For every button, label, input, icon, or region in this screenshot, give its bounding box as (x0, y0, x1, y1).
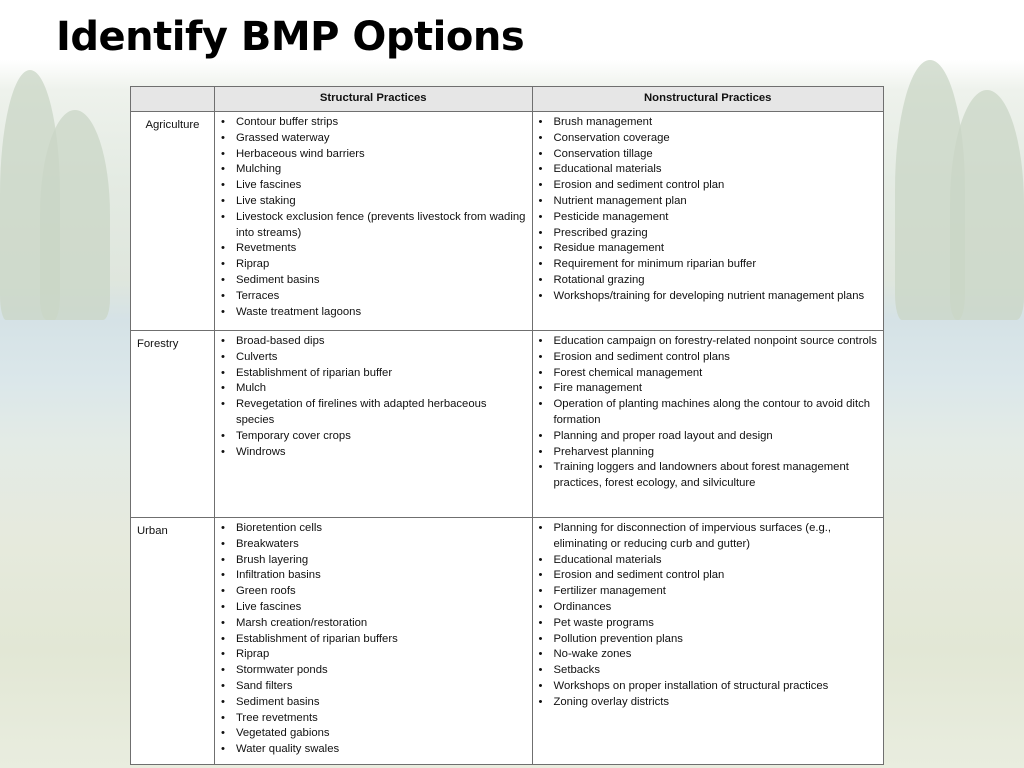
list-item: • Workshops on proper installation of structural practices (538, 679, 880, 695)
land-use-label: Forestry (131, 331, 215, 518)
list-item: • Residue management (538, 241, 880, 257)
list-item: • Pesticide management (538, 210, 880, 226)
list-item: • Educational materials (538, 553, 880, 569)
list-item: • Windrows (220, 445, 528, 461)
list-item: • Erosion and sediment control plan (538, 178, 880, 194)
list-item: • Live fascines (220, 178, 528, 194)
list-item: • Riprap (220, 647, 528, 663)
list-item: • Ordinances (538, 600, 880, 616)
list-item: • Revegetation of firelines with adapted herbaceous species (220, 397, 528, 429)
table-row-urban (131, 518, 884, 765)
list-item: • Education campaign on forestry-related nonpoint source controls (538, 334, 880, 350)
nonstructural-practices-list (538, 334, 880, 492)
slide-title: Identify BMP Options (56, 14, 525, 60)
list-item: • Erosion and sediment control plans (538, 350, 880, 366)
land-use-label: Agriculture (131, 112, 215, 331)
list-item: • Establishment of riparian buffer (220, 366, 528, 382)
list-item: • Brush layering (220, 553, 528, 569)
list-item: • Setbacks (538, 663, 880, 679)
list-item: • Pet waste programs (538, 616, 880, 632)
list-item: • Fire management (538, 381, 880, 397)
list-item: • Preharvest planning (538, 445, 880, 461)
list-item: • Livestock exclusion fence (prevents livestock from wading into streams) (220, 210, 528, 242)
list-item: • Requirement for minimum riparian buffer (538, 257, 880, 273)
list-item: • Revetments (220, 241, 528, 257)
list-item: • Training loggers and landowners about forest management practices, forest ecology, and silviculture (538, 460, 880, 492)
list-item: • Educational materials (538, 162, 880, 178)
nonstructural-practices-list (538, 521, 880, 711)
list-item: • Conservation tillage (538, 147, 880, 163)
header-structural-practices: Structural Practices (214, 87, 532, 112)
structural-practices-list (220, 115, 528, 320)
list-item: • Green roofs (220, 584, 528, 600)
list-item: • Grassed waterway (220, 131, 528, 147)
structural-practices-cell (214, 112, 532, 331)
structural-practices-cell (214, 518, 532, 765)
list-item: • Infiltration basins (220, 568, 528, 584)
list-item: • Culverts (220, 350, 528, 366)
list-item: • Herbaceous wind barriers (220, 147, 528, 163)
nonstructural-practices-cell (532, 331, 884, 518)
list-item: • Terraces (220, 289, 528, 305)
bmp-options-table (130, 86, 884, 765)
list-item: • Establishment of riparian buffers (220, 632, 528, 648)
list-item: • Marsh creation/restoration (220, 616, 528, 632)
list-item: • Stormwater ponds (220, 663, 528, 679)
list-item: • Planning and proper road layout and design (538, 429, 880, 445)
list-item: • Forest chemical management (538, 366, 880, 382)
list-item: • Vegetated gabions (220, 726, 528, 742)
list-item: • Tree revetments (220, 711, 528, 727)
list-item: • Brush management (538, 115, 880, 131)
list-item: • Mulch (220, 381, 528, 397)
background-tree (40, 110, 110, 320)
list-item: • Operation of planting machines along the contour to avoid ditch formation (538, 397, 880, 429)
list-item: • Prescribed grazing (538, 226, 880, 242)
table-header-row (131, 87, 884, 112)
list-item: • Pollution prevention plans (538, 632, 880, 648)
list-item: • No-wake zones (538, 647, 880, 663)
list-item: • Live fascines (220, 600, 528, 616)
background-tree (950, 90, 1024, 320)
list-item: • Water quality swales (220, 742, 528, 758)
list-item: • Erosion and sediment control plan (538, 568, 880, 584)
structural-practices-cell (214, 331, 532, 518)
nonstructural-practices-cell (532, 112, 884, 331)
list-item: • Sand filters (220, 679, 528, 695)
list-item: • Contour buffer strips (220, 115, 528, 131)
land-use-label: Urban (131, 518, 215, 765)
list-item: • Sediment basins (220, 695, 528, 711)
structural-practices-list (220, 521, 528, 758)
list-item: • Live staking (220, 194, 528, 210)
header-nonstructural-practices: Nonstructural Practices (532, 87, 884, 112)
list-item: • Nutrient management plan (538, 194, 880, 210)
list-item: • Sediment basins (220, 273, 528, 289)
structural-practices-list (220, 334, 528, 460)
header-land-use (131, 87, 215, 112)
nonstructural-practices-cell (532, 518, 884, 765)
list-item: • Bioretention cells (220, 521, 528, 537)
list-item: • Planning for disconnection of impervious surfaces (e.g., eliminating or reducing curb and gutter) (538, 521, 880, 553)
list-item: • Temporary cover crops (220, 429, 528, 445)
list-item: • Zoning overlay districts (538, 695, 880, 711)
list-item: • Breakwaters (220, 537, 528, 553)
list-item: • Riprap (220, 257, 528, 273)
list-item: • Rotational grazing (538, 273, 880, 289)
table-row-agriculture (131, 112, 884, 331)
list-item: • Mulching (220, 162, 528, 178)
list-item: • Workshops/training for developing nutrient management plans (538, 289, 880, 305)
table-row-forestry (131, 331, 884, 518)
nonstructural-practices-list (538, 115, 880, 305)
list-item: • Broad-based dips (220, 334, 528, 350)
list-item: • Fertilizer management (538, 584, 880, 600)
list-item: • Conservation coverage (538, 131, 880, 147)
list-item: • Waste treatment lagoons (220, 305, 528, 321)
